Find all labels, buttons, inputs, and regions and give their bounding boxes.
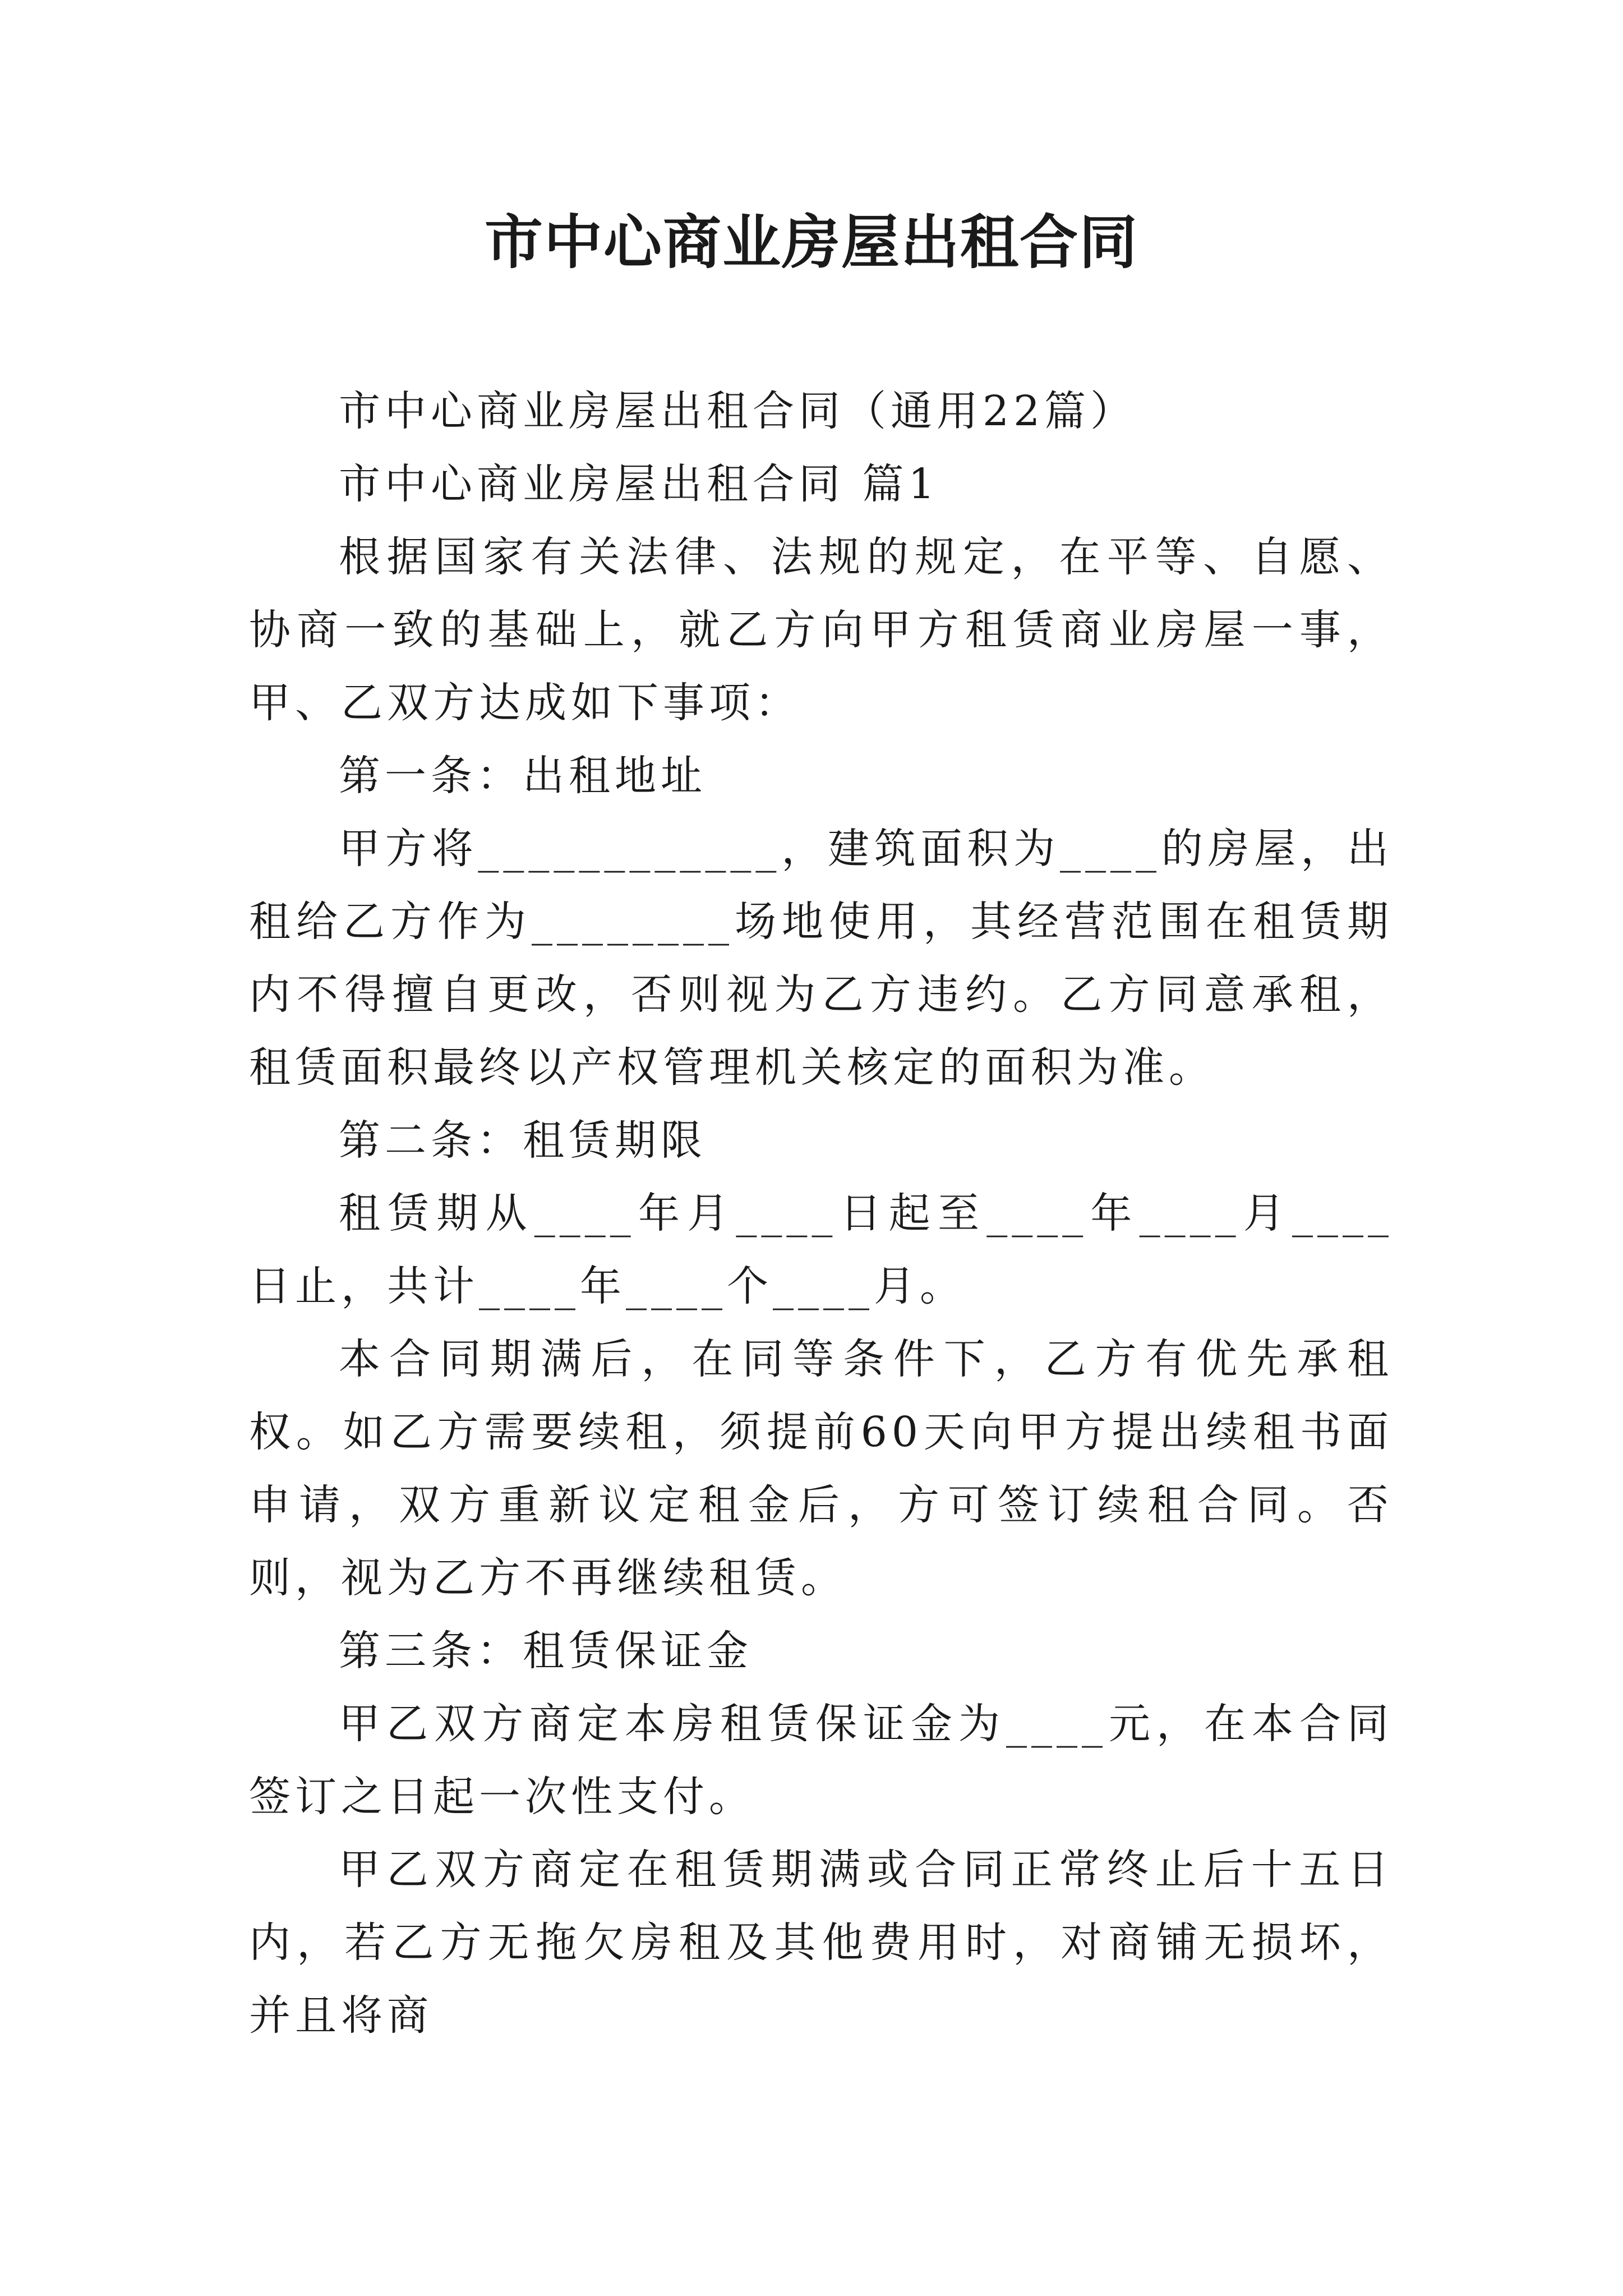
paragraph: 甲方将____________，建筑面积为____的房屋，出租给乙方作为________场地使用，其经营范围在租赁期内不得擅自更改，否则视为乙方违约。乙方同意承租，租赁面积最终以产权管理机关核定的面积为准。	[249, 825, 1393, 1092]
document-title: 市中心商业房屋出租合同	[484, 208, 1138, 277]
paragraph: 租赁期从____年月____日起至____年____月____日止，共计____年____个____月。	[249, 1189, 1393, 1310]
subtitle-paragraph: 市中心商业房屋出租合同（通用22篇）	[339, 387, 1137, 435]
paragraph: 甲乙双方商定在租赁期满或合同正常终止后十五日内，若乙方无拖欠房租及其他费用时，对商铺无损坏，并且将商	[249, 1846, 1393, 2040]
clause-heading: 第一条：出租地址	[339, 752, 707, 800]
paragraph: 甲乙双方商定本房租赁保证金为____元，在本合同签订之日起一次性支付。	[249, 1700, 1393, 1821]
paragraph: 本合同期满后，在同等条件下，乙方有优先承租权。如乙方需要续租，须提前60天向甲方提出续租书面申请，双方重新议定租金后，方可签订续租合同。否则，视为乙方不再继续租赁。	[249, 1335, 1393, 1602]
clause-heading: 第二条：租赁期限	[339, 1116, 707, 1165]
paragraph: 根据国家有关法律、法规的规定，在平等、自愿、协商一致的基础上，就乙方向甲方租赁商业房屋一事，甲、乙双方达成如下事项：	[249, 533, 1393, 727]
clause-heading: 第三条：租赁保证金	[339, 1627, 753, 1675]
section-heading: 市中心商业房屋出租合同 篇1	[339, 460, 939, 508]
document-body	[249, 375, 1393, 2052]
